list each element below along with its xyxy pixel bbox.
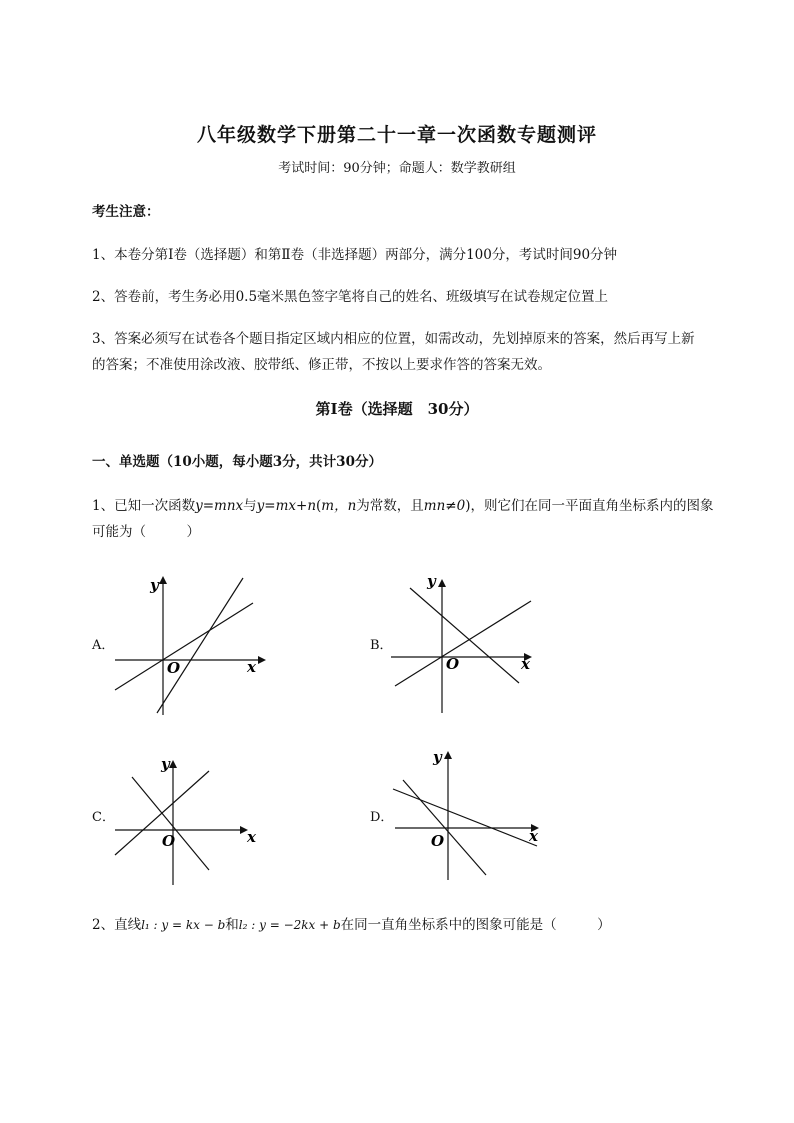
- origin-label: O: [167, 659, 181, 677]
- line-2: [132, 777, 209, 870]
- y-label: y: [161, 755, 170, 773]
- notice-heading: 考生注意：: [92, 204, 160, 220]
- q2-line-1: l₁ : y = kx − b: [141, 918, 226, 932]
- option-c-label: C．: [92, 810, 115, 825]
- option-b-label: B．: [370, 638, 393, 653]
- line-1: [395, 601, 531, 686]
- section-title: 第I卷（选择题 30分）: [315, 400, 479, 418]
- y-label: y: [433, 748, 442, 766]
- q1-mid-3: 为常数，且: [356, 498, 424, 514]
- q1-mid-1: 与: [243, 498, 257, 514]
- q1-function-2: y=mx+n: [256, 498, 317, 514]
- line-2: [410, 588, 519, 683]
- x-label: x: [247, 658, 256, 676]
- q1-mid-2: (: [316, 498, 322, 514]
- question-1-stem-line2: 可能为（ ）: [92, 524, 200, 540]
- x-label: x: [521, 655, 530, 673]
- page-title: 八年级数学下册第二十一章一次函数专题测评: [196, 124, 597, 146]
- q1-suffix: )，则它们在同一平面直角坐标系内的图象: [465, 498, 714, 514]
- y-label: y: [427, 572, 436, 590]
- q1-vars: m，n: [321, 498, 357, 514]
- option-d-label: D．: [370, 810, 394, 825]
- option-d-graph: [388, 745, 548, 895]
- x-label: x: [529, 827, 538, 845]
- notice-2: 2、答卷前，考生务必用0.5毫米黑色签字笔将自己的姓名、班级填写在试卷规定位置上: [92, 289, 609, 305]
- line-2: [157, 578, 243, 713]
- option-b-graph: [388, 570, 548, 720]
- option-a-graph: [110, 570, 270, 720]
- q2-mid: 和: [225, 917, 239, 933]
- y-label: y: [150, 576, 159, 594]
- q1-function-1: y=mnx: [195, 498, 244, 514]
- line-1: [115, 603, 253, 690]
- page-subtitle: 考试时间：90分钟；命题人：数学教研组: [278, 161, 516, 176]
- y-axis-arrow-icon: [444, 751, 452, 759]
- notice-3-cont: 的答案；不准使用涂改液、胶带纸、修正带，不按以上要求作答的答案无效。: [92, 357, 551, 373]
- option-a-label: A．: [92, 638, 115, 653]
- line-1: [393, 789, 537, 846]
- origin-label: O: [446, 655, 460, 673]
- q2-prefix: 2、直线: [92, 917, 142, 933]
- group-heading: 一、单选题（10小题，每小题3分，共计30分）: [92, 454, 382, 470]
- origin-label: O: [162, 832, 176, 850]
- y-axis-arrow-icon: [438, 579, 446, 587]
- q1-prefix: 1、已知一次函数: [92, 498, 196, 514]
- notice-1: 1、本卷分第I卷（选择题）和第Ⅱ卷（非选择题）两部分，满分100分，考试时间90分钟: [92, 247, 618, 263]
- origin-label: O: [431, 832, 445, 850]
- question-2-stem: [92, 913, 611, 933]
- x-label: x: [247, 828, 256, 846]
- x-axis-arrow-icon: [258, 656, 266, 664]
- q2-line-2: l₂ : y = −2kx + b: [238, 918, 341, 932]
- question-1-stem: [92, 494, 713, 514]
- y-axis-arrow-icon: [169, 760, 177, 768]
- q2-suffix: 在同一直角坐标系中的图象可能是（ ）: [340, 917, 611, 933]
- q1-condition: mn≠0: [423, 498, 466, 514]
- option-c-graph: [110, 755, 270, 905]
- y-axis-arrow-icon: [159, 576, 167, 584]
- notice-3: 3、答案必须写在试卷各个题目指定区域内相应的位置，如需改动，先划掉原来的答案，然后再写上新: [92, 331, 695, 347]
